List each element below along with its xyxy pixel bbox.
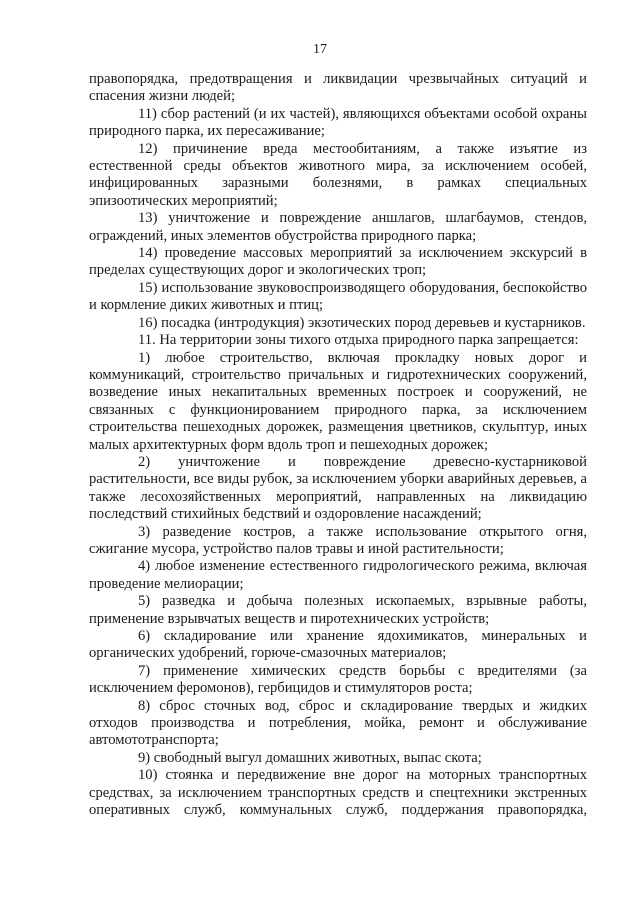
document-body [89,71,587,819]
sublist-item-2: 2) уничтожение и повреждение древесно-кустарниковой растительности, все виды рубок, за исключением уборки аварийных деревьев, а также лесохозяйственных мероприятий, направленных на ликвидацию последствий стихийных бедствий и оздоровление насаждений; [89,453,588,523]
sublist-item-3: 3) разведение костров, а также использование открытого огня, сжигание мусора, устройство палов травы и иной растительности; [89,523,587,557]
section-11-heading: 11. На территории зоны тихого отдыха природного парка запрещается: [138,332,579,349]
sublist-item-6: 6) складирование или хранение ядохимикатов, минеральных и органических удобрений, горюче-смазочных материалов; [89,628,587,662]
sublist-item-8: 8) сброс сточных вод, сброс и складирование твердых и жидких отходов производства и потребления, мойка, ремонт и обслуживание автомототранспорта; [89,697,587,749]
list-item-13: 13) уничтожение и повреждение аншлагов, шлагбаумов, стендов, ограждений, иных элементов обустройства природного парка; [89,210,587,244]
list-item-12: 12) причинение вреда местообитаниям, а также изъятие из естественной среды объектов животного мира, за исключением особей, инфицированных заразными болезнями, в рамках специальных эпизоотических мероприятий; [89,140,587,209]
list-item-16: 16) посадка (интродукция) экзотических пород деревьев и кустарников. [138,314,586,331]
paragraph-continuation: правопорядка, предотвращения и ликвидации чрезвычайных ситуаций и спасения жизни людей; [89,71,587,105]
list-item-11: 11) сбор растений (и их частей), являющихся объектами особой охраны природного парка, их пересаживание; [89,105,587,140]
sublist-item-1: 1) любое строительство, включая прокладку новых дорог и коммуникаций, строительство причальных и гидротехнических сооружений, возведение иных некапитальных временных построек и сооружений, не связанных с функционированием природного парка, за исключением строительства пешеходных дорожек, размещения цветников, скульптур, иных малых архитектурных форм вдоль троп и пешеходных дорожек; [89,349,587,453]
sublist-item-9: 9) свободный выгул домашних животных, выпас скота; [138,749,482,766]
list-item-15: 15) использование звуковоспроизводящего оборудования, беспокойство и кормление диких животных и птиц; [89,279,587,314]
sublist-item-5: 5) разведка и добыча полезных ископаемых, взрывные работы, применение взрывчатых веществ и пиротехнических устройств; [89,593,587,627]
sublist-item-10: 10) стоянка и передвижение вне дорог на моторных транспортных средствах, за исключением транспортных средств и спецтехники экстренных оперативных служб, коммунальных служб, поддержания правопорядка, [89,767,587,819]
sublist-item-7: 7) применение химических средств борьбы с вредителями (за исключением феромонов), гербицидов и стимуляторов роста; [89,662,587,697]
sublist-item-4: 4) любое изменение естественного гидрологического режима, включая проведение мелиорации; [89,558,587,592]
list-item-14: 14) проведение массовых мероприятий за исключением экскурсий в пределах существующих дорог и экологических троп; [89,245,587,279]
page-number: 17 [313,42,327,57]
